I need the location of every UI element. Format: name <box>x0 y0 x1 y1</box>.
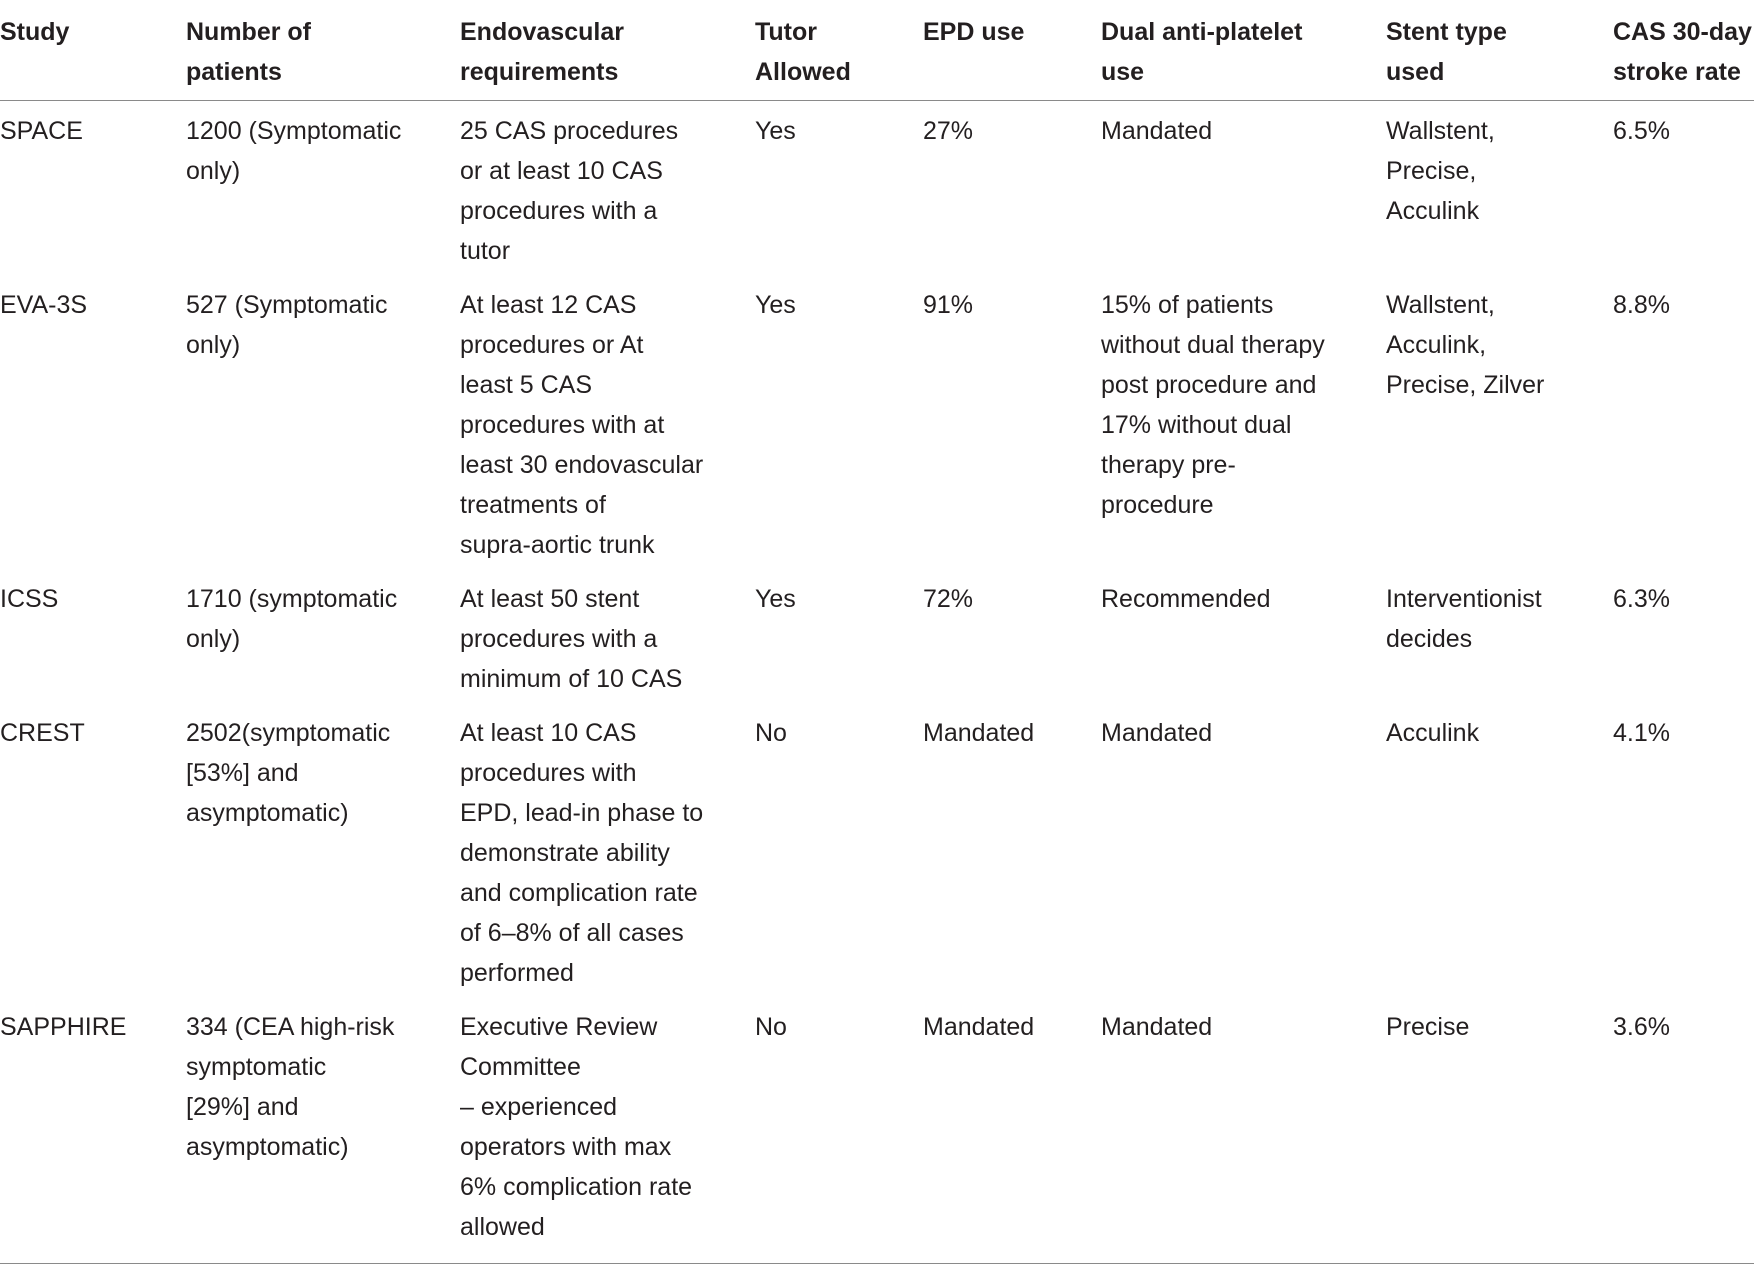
table-cell-line: supra-aortic trunk <box>460 531 655 559</box>
table-cell-line: procedures with <box>460 759 637 787</box>
column-header-line: CAS 30-day <box>1613 18 1752 46</box>
table-cell-endovascular-requirements <box>460 997 755 1263</box>
table-cell-dual-anti-platelet-use <box>1101 275 1386 569</box>
table-cell-line: Yes <box>755 117 796 145</box>
column-header-line: Dual anti-platelet <box>1101 18 1303 46</box>
table-header <box>0 0 1754 101</box>
table-cell-cas-30-day-stroke-rate <box>1613 101 1754 276</box>
table-cell-epd-use <box>923 569 1101 703</box>
table-cell-line: 527 (Symptomatic <box>186 291 388 319</box>
table-cell-study <box>0 703 186 997</box>
column-header-line: Study <box>0 18 70 46</box>
table-cell-line: procedures with at <box>460 411 665 439</box>
table-cell-stent-type-used <box>1386 101 1613 276</box>
table-cell-line: Acculink, <box>1386 331 1487 359</box>
table-cell-line: 6.3% <box>1613 585 1670 613</box>
table-cell-dual-anti-platelet-use <box>1101 703 1386 997</box>
table-cell-line: post procedure and <box>1101 371 1317 399</box>
table-row <box>0 101 1754 276</box>
table-cell-line: procedures or At <box>460 331 644 359</box>
table-cell-line: [29%] and <box>186 1093 299 1121</box>
table-cell-line: Mandated <box>1101 1013 1213 1041</box>
table-cell-number-of-patients <box>186 275 460 569</box>
table-cell-line: 6.5% <box>1613 117 1670 145</box>
table-cell-epd-use <box>923 703 1101 997</box>
table-cell-line: Yes <box>755 291 796 319</box>
table-cell-line: Mandated <box>923 719 1035 747</box>
table-cell-line: 1710 (symptomatic <box>186 585 398 613</box>
table-cell-line: or at least 10 CAS <box>460 157 663 185</box>
table-cell-line: Yes <box>755 585 796 613</box>
table-cell-tutor-allowed <box>755 101 923 276</box>
column-header-dual-anti-platelet-use <box>1101 0 1386 101</box>
column-header-line: requirements <box>460 58 619 86</box>
column-header-line: Allowed <box>755 58 851 86</box>
table-cell-line: symptomatic <box>186 1053 327 1081</box>
table-cell-line: 25 CAS procedures <box>460 117 679 145</box>
table-cell-line: allowed <box>460 1213 545 1241</box>
table-cell-line: 4.1% <box>1613 719 1670 747</box>
table-cell-number-of-patients <box>186 703 460 997</box>
table-cell-line: Acculink <box>1386 197 1480 225</box>
table-cell-line: Acculink <box>1386 719 1480 747</box>
column-header-tutor-allowed <box>755 0 923 101</box>
table-cell-cas-30-day-stroke-rate <box>1613 997 1754 1263</box>
table-cell-cas-30-day-stroke-rate <box>1613 569 1754 703</box>
table-cell-line: Recommended <box>1101 585 1271 613</box>
column-header-study <box>0 0 186 101</box>
table-cell-study <box>0 101 186 276</box>
table-cell-line: only) <box>186 157 241 185</box>
table-cell-line: 72% <box>923 585 974 613</box>
table-cell-line: EPD, lead-in phase to <box>460 799 704 827</box>
column-header-line: stroke rate <box>1613 58 1741 86</box>
table-row <box>0 275 1754 569</box>
table-cell-line: operators with max <box>460 1133 672 1161</box>
table-cell-line: ICSS <box>0 585 59 613</box>
table-cell-epd-use <box>923 101 1101 276</box>
table-cell-number-of-patients <box>186 997 460 1263</box>
header-row <box>0 0 1754 101</box>
table-cell-epd-use <box>923 997 1101 1263</box>
table-cell-cas-30-day-stroke-rate <box>1613 703 1754 997</box>
table-cell-line: 27% <box>923 117 974 145</box>
table-cell-stent-type-used <box>1386 703 1613 997</box>
table-cell-endovascular-requirements <box>460 275 755 569</box>
table-cell-line: Wallstent, <box>1386 117 1495 145</box>
table-cell-line: 6% complication rate <box>460 1173 693 1201</box>
table-cell-line: At least 10 CAS <box>460 719 637 747</box>
table-cell-line: CREST <box>0 719 85 747</box>
column-header-number-of-patients <box>186 0 460 101</box>
table-cell-number-of-patients <box>186 101 460 276</box>
table-row <box>0 703 1754 997</box>
table-cell-study <box>0 569 186 703</box>
table-cell-line: Executive Review <box>460 1013 658 1041</box>
column-header-epd-use <box>923 0 1101 101</box>
table-cell-line: Mandated <box>923 1013 1035 1041</box>
table-cell-line: 91% <box>923 291 974 319</box>
table-cell-line: 15% of patients <box>1101 291 1274 319</box>
column-header-line: Tutor <box>755 18 818 46</box>
table-cell-line: without dual therapy <box>1101 331 1325 359</box>
table-cell-cas-30-day-stroke-rate <box>1613 275 1754 569</box>
column-header-line: use <box>1101 58 1145 86</box>
table-cell-line: therapy pre- <box>1101 451 1236 479</box>
table-cell-line: asymptomatic) <box>186 1133 349 1161</box>
table-cell-endovascular-requirements <box>460 101 755 276</box>
table-cell-line: Committee <box>460 1053 581 1081</box>
table-cell-line: performed <box>460 959 574 987</box>
table-cell-line: At least 12 CAS <box>460 291 637 319</box>
table-cell-line: Mandated <box>1101 719 1213 747</box>
table-cell-line: asymptomatic) <box>186 799 349 827</box>
table-cell-tutor-allowed <box>755 569 923 703</box>
table-cell-line: SAPPHIRE <box>0 1013 127 1041</box>
table-cell-dual-anti-platelet-use <box>1101 997 1386 1263</box>
table-cell-line: Precise <box>1386 1013 1470 1041</box>
table-cell-line: and complication rate <box>460 879 698 907</box>
column-header-line: patients <box>186 58 282 86</box>
table-cell-epd-use <box>923 275 1101 569</box>
table-cell-endovascular-requirements <box>460 703 755 997</box>
table-body <box>0 101 1754 1264</box>
table-cell-line: Wallstent, <box>1386 291 1495 319</box>
table-cell-line: Interventionist <box>1386 585 1542 613</box>
table-row <box>0 569 1754 703</box>
table-cell-study <box>0 997 186 1263</box>
table-cell-line: least 30 endovascular <box>460 451 704 479</box>
table-cell-stent-type-used <box>1386 275 1613 569</box>
table-cell-stent-type-used <box>1386 569 1613 703</box>
table-cell-line: only) <box>186 331 241 359</box>
table-cell-line: – experienced <box>460 1093 618 1121</box>
table-cell-dual-anti-platelet-use <box>1101 569 1386 703</box>
column-header-line: used <box>1386 58 1445 86</box>
table-cell-study <box>0 275 186 569</box>
table-cell-line: Precise, <box>1386 157 1477 185</box>
table-cell-line: procedures with a <box>460 625 658 653</box>
table-cell-line: No <box>755 1013 787 1041</box>
table-cell-line: of 6–8% of all cases <box>460 919 684 947</box>
table-cell-line: At least 50 stent <box>460 585 640 613</box>
table-cell-stent-type-used <box>1386 997 1613 1263</box>
table-cell-line: demonstrate ability <box>460 839 670 867</box>
table-cell-line: 3.6% <box>1613 1013 1670 1041</box>
table-cell-line: only) <box>186 625 241 653</box>
table-cell-line: 1200 (Symptomatic <box>186 117 402 145</box>
table-cell-line: [53%] and <box>186 759 299 787</box>
table-cell-line: decides <box>1386 625 1473 653</box>
column-header-cas-30-day-stroke-rate <box>1613 0 1754 101</box>
table-cell-line: Mandated <box>1101 117 1213 145</box>
table-cell-line: minimum of 10 CAS <box>460 665 683 693</box>
column-header-line: Stent type <box>1386 18 1507 46</box>
table-cell-tutor-allowed <box>755 275 923 569</box>
column-header-endovascular-requirements <box>460 0 755 101</box>
table-cell-line: least 5 CAS <box>460 371 593 399</box>
column-header-stent-type-used <box>1386 0 1613 101</box>
table-cell-line: No <box>755 719 787 747</box>
table-cell-tutor-allowed <box>755 997 923 1263</box>
column-header-line: EPD use <box>923 18 1025 46</box>
column-header-line: Endovascular <box>460 18 624 46</box>
table-cell-tutor-allowed <box>755 703 923 997</box>
table-cell-line: 8.8% <box>1613 291 1670 319</box>
table-cell-endovascular-requirements <box>460 569 755 703</box>
table-cell-line: 334 (CEA high-risk <box>186 1013 395 1041</box>
table-cell-line: procedure <box>1101 491 1214 519</box>
table-cell-line: procedures with a <box>460 197 658 225</box>
table-cell-line: treatments of <box>460 491 606 519</box>
table-cell-number-of-patients <box>186 569 460 703</box>
table-cell-line: 2502(symptomatic <box>186 719 391 747</box>
table-cell-line: SPACE <box>0 117 83 145</box>
table-cell-line: EVA-3S <box>0 291 88 319</box>
table-cell-line: 17% without dual <box>1101 411 1292 439</box>
column-header-line: Number of <box>186 18 311 46</box>
table-cell-line: tutor <box>460 237 511 265</box>
table-row <box>0 997 1754 1263</box>
table-cell-line: Precise, Zilver <box>1386 371 1545 399</box>
table-cell-dual-anti-platelet-use <box>1101 101 1386 276</box>
